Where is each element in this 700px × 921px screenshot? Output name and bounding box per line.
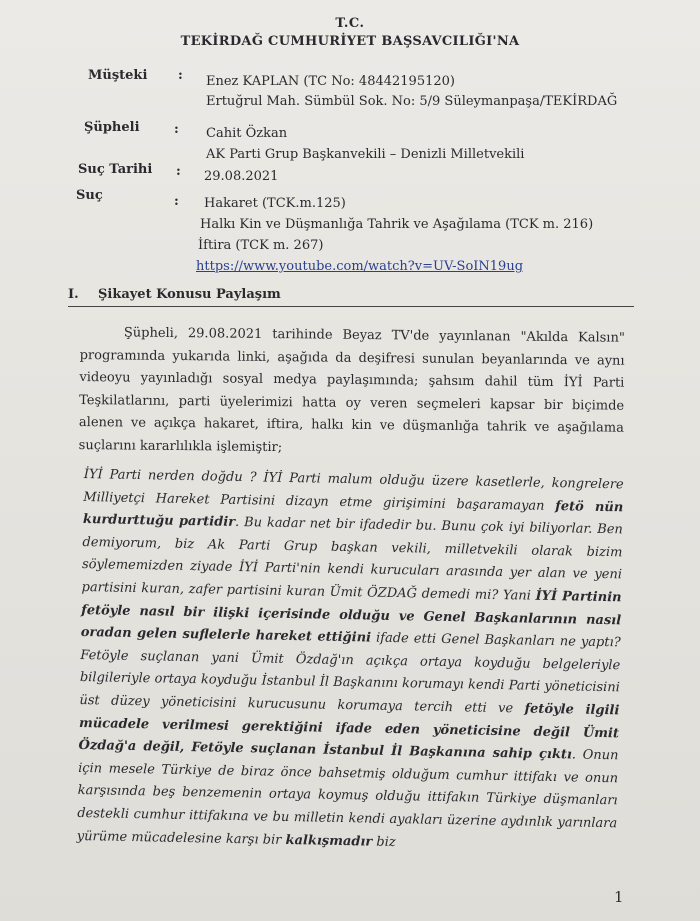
quote-text-5: biz	[372, 834, 396, 850]
quote-text-2: . Bu kadar net bir ifadedir bu. Bunu çok iyi biliyorlar. Ben demiyorum, biz Ak Parti Grup başkan vekili, milletvekili olarak bizim söylememizden ziyade İYİ Parti'nin kendi kurucuları arasında yer alan ve yeni partisini kuran, zafer partisini kuran Ümit ÖZDAĞ demedi mi? Yani	[81, 515, 623, 604]
crime-line-3: İftira (TCK m. 267)	[198, 238, 324, 253]
quote-bold-1: fetö nün kurdurttuğu partidir	[82, 498, 624, 531]
quote-text-3: ifade etti Genel Başkanları ne yaptı? Fetöyle suçlanan yani Ümit Özdağ'ın açıkça ortaya koyduğu belgeleriyle bilgileriyle ortaya koyduğu İstanbul İl Başkanını korumayı kendi Parti yöneticisini üst düzey yöneticisini kurucusunu korumaya tercih etti ve	[79, 630, 621, 717]
suspect-label: Şüpheli	[84, 120, 140, 135]
section-title: Şikayet Konusu Paylaşım	[98, 287, 281, 302]
quote-bold-3: fetöyle ilgili mücadele verilmesi gerektiğini ifade eden yöneticisine değil Ümit Özdağ'a değil, Fetöyle suçlanan İstanbul İl Başkanına sahip çıktı	[78, 701, 620, 763]
complainant-label: Müşteki	[88, 68, 148, 83]
section-heading	[68, 287, 281, 302]
crime-line-1: Hakaret (TCK.m.125)	[204, 196, 346, 211]
intro-text: Şüpheli, 29.08.2021 tarihinde Beyaz TV'de yayınlanan "Akılda Kalsın" programında yukarıda linki, aşağıda da deşifresi sunulan beyanlarında ve aynı videoyu yayınladığı sosyal medya paylaşımında; şahsım dahil tüm İYİ Parti Teşkilatlarını, parti üyelerimizi hatta oy veren seçmeleri kapsar bir biçimde alenen ve açıkça hakaret, iftira, halkı kin ve düşmanlığa tahrik ve aşağılama suçlarını kararlılıkla işlemiştir;	[78, 325, 625, 455]
video-link[interactable]: https://www.youtube.com/watch?v=UV-SoIN19ug	[196, 259, 524, 274]
section-divider	[68, 306, 634, 307]
crime-colon: :	[174, 194, 179, 209]
quote-text-4: . Onun için mesele Türkiye de biraz önce bahsetmiş olduğum cumhur ittifakı ve onun karşısında beş benzemenin ortaya koymuş olduğu ittifakın Türkiye düşmanları destekli cumhur ittifakına ve bu milletin kendi ayakları üzerine aydınlık yarınlara yürüme mücadelesine karşı bir	[76, 747, 619, 848]
complainant-colon: :	[178, 68, 183, 83]
suspect-colon: :	[174, 122, 179, 137]
crime-line-2: Halkı Kin ve Düşmanlığa Tahrik ve Aşağılama (TCK m. 216)	[200, 217, 594, 232]
quote-text-1: İYİ Parti nerden doğdu ? İYİ Parti malum olduğu üzere kasetlerle, kongrelere Milliyetçi Hareket Partisini dizayn etme girişimini başaramayan	[83, 466, 624, 514]
section-number: I.	[68, 287, 79, 302]
header-office: TEKİRDAĞ CUMHURİYET BAŞSAVCILIĞI'NA	[180, 34, 520, 49]
header-tc: T.C.	[335, 16, 365, 31]
crime-date-label: Suç Tarihi	[78, 162, 153, 177]
complainant-name: Enez KAPLAN (TC No: 48442195120)	[206, 74, 455, 89]
crime-date-value: 29.08.2021	[204, 169, 279, 184]
complainant-address: Ertuğrul Mah. Sümbül Sok. No: 5/9 Süleymanpaşa/TEKİRDAĞ	[206, 94, 618, 109]
quote-bold-2: İYİ Partinin fetöyle nasıl bir ilişki içerisinde olduğu ve Genel Başkanlarının nasıl oradan gelen suflelerle hareket ettiğini	[80, 588, 622, 646]
transcript-quote	[77, 464, 624, 858]
intro-paragraph	[79, 322, 625, 463]
suspect-name: Cahit Özkan	[206, 126, 288, 141]
suspect-title: AK Parti Grup Başkanvekili – Denizli Milletvekili	[206, 147, 525, 162]
crime-date-colon: :	[176, 164, 181, 179]
crime-label: Suç	[76, 188, 103, 203]
quote-bold-4: kalkışmadır	[285, 832, 373, 850]
page-number: 1	[614, 888, 624, 906]
